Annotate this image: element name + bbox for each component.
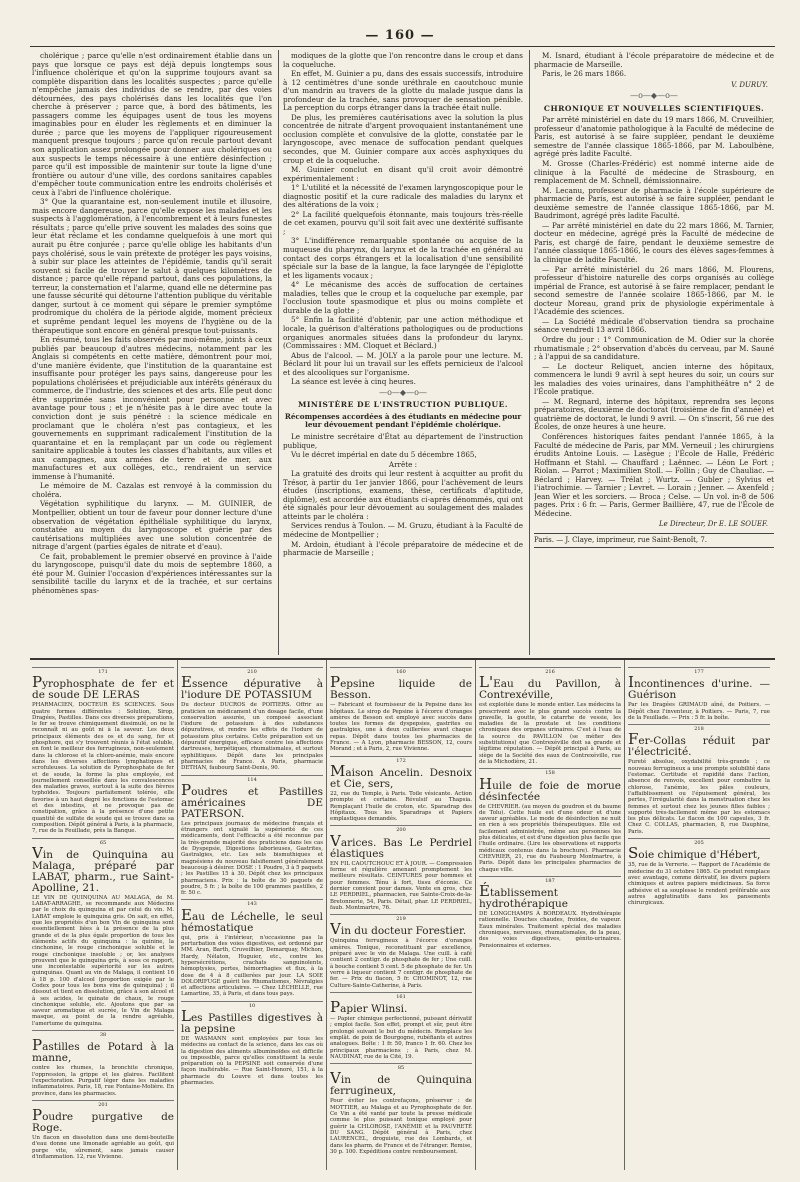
paragraph: M. Grosse (Charles-Frédéric) est nommé interne aide de clinique à la Faculté de médecine de Strasbourg, en remplacement de M. Schnell, démissionnaire. [534,159,774,186]
director-line: Le Directeur, Dr E. LE SOUEF. [658,520,768,529]
ad-title: Huile de foie de morue désinfectée [479,774,621,803]
ornament-divider: —o—◆—o— [379,387,427,397]
ad-number: 200 [330,825,472,833]
ad-body: qui, pris à l'intérieur, n'occasionne pas la perturbation des voies digestives, est ordonné par MM. Aran, Barth, Cruveilhier, Demarquay, Michon, Hardy, Nélaton, Huguier, etc., contre les hypersécrétions, crachats sanguinolents, hémoptysies, pertes, hémorrhagies et flux, à la dose de 4 à 8 cuillerées par jour. LA SOIE DOLORIFUGE guérit les Rhumatismes, Névralgies et affections articulaires. — Chez LÉCHELLE, rue Lamartine, 35, à Paris, et dans tous pays. [181,934,323,998]
ad-number: 143 [181,899,323,907]
ad-number: 160 [330,667,472,675]
paragraph: 4° Le mécanisme des accès de suffocation de certaines maladies, telles que le croup et la coqueluche par exemple, par l'occlusion toute spasmodique et plus ou moins complète et durable de la glotte ; [283,280,523,315]
ad-body: contre les rhumes, la bronchite chronique, l'oppression, la grippe et les glaires. Facilitent l'expectoration. Purgatif léger dans les maladies inflammatoires. Paris, 18, rue Fontaine-Molière. En province, dans les pharmacies. [32,1065,174,1097]
ad-body: de CHEVRIER. (au moyen du goudron et du baume de Tolu). Cette huile est d'une odeur et d'une saveur agréables. Le mode de désinfection ne nuit en rien à ses propriétés thérapeutiques. Elle est facilement administrée, même aux personnes les plus délicates, et est d'une digestion plus facile que l'huile ordinaire. (Lire les observations et rapports médicaux contenus dans la brochure). Pharmacie CHEVRIER, 21, rue du Faubourg Montmartre, à Paris. Dépôt dans les principales pharmacies de chaque ville. [479,803,621,873]
paragraph: Le ministre secrétaire d'État au département de l'instruction publique, [283,431,523,450]
paragraph: Végétation syphilitique du larynx. — M. GUINIER, de Montpellier, obtient un tour de faveur pour donner lecture d'une observation de végétation épithéliale syphilitique du larynx, constatée au moyen du laryngoscope et guérie par des cautérisations multipliées avec une solution concentrée de nitrage d'argent (parties égales de nitrate et d'eau). [32,499,272,552]
ad-title: Pastilles de Potard à la manne, [32,1036,174,1065]
ad-number: 114 [181,775,323,783]
ad-body: — Papier chimique perfectionné, puissant dérivatif ; emploi facile. Son effet, prompt et sûr, peut être prolongé suivant le but du médecin. Remplace les emplât. de poix de Bourgogne, rubéfiants et autres analogues. Boîte : 1 fr. 50, franco 1 fr. 60. Chez les principaux pharmaciens ; à Paris, chez M. NAUDINAT, rue de la Cité, 19. [330,1016,472,1060]
ad-body: 35, rue de la Verrerie. — Rapport de l'Académie de médecine du 31 octobre 1865. Ce produit remplace avec avantage, comme dérivatif, les divers papiers chimiques et autres papiers médicinaux. Sa force adhésive et sa souplesse le rendent préférable aux autres agglutinatifs dans les pansements chirurgicaux. [628,862,770,907]
ad-title: Vin du docteur Forestier. [330,920,467,939]
paragraph: Paris, le 26 mars 1866. [542,69,627,79]
ad-body: Par les Dragées GRIMAUD aîné, de Poitiers. — Dépôt chez l'inventeur, à Poitiers. — Paris, 7, rue de la Feuillade. — Prix : 5 fr. la boîte. [628,702,770,721]
paragraph: Abus de l'alcool. — M. JOLY a la parole pour une lecture. M. Béclard lit pour lui un travail sur les effets pernicieux de l'alcool et des alcooliques sur l'organisme. [283,350,523,377]
paragraph: M. Guinier conclut en disant qu'il croit avoir démontré expérimentalement : [283,165,523,183]
ad-number: 219 [330,914,472,922]
ad-body: PHARMACIEN, DOCTEUR ÈS SCIENCES. Sous quatre formes différentes : Solution, Sirop, Dragées, Pastilles. Dans ces diverses préparations, le fer se trouve chimiquement dissimulé, on ne le reconnaît ni au goût ni à la saveur. Les deux principaux éléments des os et du sang, fer et phosphore, qui s'y trouvent réunis à l'état soluble, en font le meilleur des ferrugineux, non-seulement dans la chlorose et la chloro-anémie, mais encore dans les diverses affections lymphatiques et scrofuleuses. La solution de Pyrophosphate de fer et de soude, la forme la plus employée, est journellement conseillée dans les convalescences des maladies graves, surtout à la suite des fièvres typhoïdes. Toujours parfaitement tolérée, elle favorise à un haut degré les fonctions de l'estomac et des intestins, et ne provoque pas de constipation, grâce à la présence d'une petite quantité de sulfate de soude qui se trouve dans sa composition. Dépôt général à Paris, à la pharmacie, 7, rue de la Feuillade, près la Banque. [32,702,174,835]
paragraph: Par arrêté ministériel en date du 19 mars 1866, M. Cruveilhier, professeur d'anatomie pathologique à la Faculté de médecine de Paris, est autorisé à se faire suppléer, pendant le deuxième semestre de l'année classique 1865-1866, par M. Laboulbène, agrégé près ladite Faculté. [534,115,774,159]
paragraph: — Le docteur Reliquet, ancien interne des hôpitaux, commencera le lundi 9 avril à sept heures du soir, un cours sur les maladies des voies urinaires, dans l'amphithéâtre n° 2 de l'École pratique. [534,361,774,397]
paragraph: 3° L'indifférence remarquable spontanée ou acquise de la muqueuse du pharynx, du larynx et de la trachée en général au contact des corps étrangers et la localisation d'une sensibilité spéciale sur la base de la langue, la face laryngée de l'épiglotte et les ligaments vocaux ; [283,236,523,280]
paragraph: — La Société médicale d'observation tiendra sa prochaine séance vendredi 13 avril 1866. [534,316,774,335]
ad-title: Fer-Collas réduit par l'électricité. [628,730,770,759]
ad-column-2 [181,664,323,1169]
ad-body: — Fabricant et fournisseur de la Pepsine dans les hôpitaux. Le sirop de Pepsine à l'écorce d'oranges amères de Besson est employé avec succès dans toutes les formes de dyspepsies, gastrites ou gastralgies, une à deux cuillerées avant chaque repas. Dépôt dans toutes les pharmacies de France. — A Lyon, pharmacie BESSON, 12, cours Morand ; et à Paris, 2, rue Vivienne. [330,702,472,753]
ad-body: DE LONGCHAMPS À BORDEAUX. Hydrothérapie rationnelle. Douches chaudes, froides, de vapeur. Eaux minérales. Traitement spécial des maladies chroniques, nerveuses, rhumatismales, de la peau, des voies digestives, génito-urinaires. Pensionnaires et externes. [479,911,621,949]
header-rule [30,46,775,47]
ad-title: Essence dépurative à l'iodure DE POTASSIUM [181,673,323,702]
ad-column-1 [32,664,174,1169]
paragraph: Ce fait, probablement le premier observé en province à l'aide du laryngoscope, puisqu'il date du mois de septembre 1860, a été pour M. Guinier l'occasion d'expériences intéressantes sur la sensibilité tacille du larynx et de la trachée, et sur certains phénomènes spas- [32,551,272,595]
paragraph: En effet, M. Guinier a pu, dans des essais successifs, introduire à 12 centimètres d'une sonde uréthrale en caoutchouc munie d'un mandrin au travers de la glotte du malade jusque dans la profondeur de la trachée, sans provoquer de sensation pénible. La perception du corps étranger dans la trachée était nulle. [283,69,523,113]
paragraph: Vu le décret impérial en date du 5 décembre 1865, [291,450,477,460]
ad-body: Un flacon en dissolution dans une demi-bouteille d'eau donne une limonade agréable au goût, qui purge vite, sûrement, sans jamais causer d'inflammation. 12, rue Vivienne. [32,1135,174,1161]
ad-number: 218 [628,724,770,732]
ad-title: L'Eau du Pavillon, à Contrexéville, [479,673,621,702]
ad-number: 158 [479,768,621,776]
article-column-2 [283,52,523,632]
ad-number: 201 [32,1100,174,1108]
paragraph: 5° Enfin la facilité d'obtenir, par une action méthodique et locale, la guérison d'altérations pathologiques ou de productions organiques anormales situées dans la profondeur du larynx. (Commissaires : MM. Cloquet et Béclard.) [283,315,523,351]
ad-number: 65 [32,838,174,846]
ad-title: Varices. Bas Le Perdriel élastiques [330,831,472,860]
ad-number: 210 [181,667,323,675]
printer-line: Paris. — J. Claye, imprimeur, rue Saint-Benoît, 7. [534,533,774,548]
ad-body: 22, rue du Temple, à Paris. Toile vésicante. Action prompte et certaine. Révulsif au Thapsia. Remplaçant l'huile de croton, etc. Sparadrap des Hôpitaux. Tous les Sparadraps et Papiers emplastiques demandés. [330,790,472,823]
ad-column-5 [628,664,770,1169]
ad-title: Les Pastilles digestives à la pepsine [181,1006,323,1035]
advertisements-rule [30,658,775,660]
ad-number: 177 [628,667,770,675]
paragraph: M. Lecanu, professeur de pharmacie à l'école supérieure de pharmacie de Paris, est autorisé à se faire suppléer, pendant le deuxième semestre de l'année classique 1865-1866, par M. Baudrimont, agrégé près ladite Faculté. [534,185,774,221]
paragraph: 3° Que la quarantaine est, non-seulement inutile et illusoire, mais encore dangereuse, parce qu'elle expose les malades et les suspects à l'agglomération, à l'encombrement et à leurs funestes résultats ; parce qu'elle prive souvent les malades des soins que leur état réclame et les condamne quelquefois à une mort qui aurait pu être conjurée ; parce qu'elle oblige les habitants d'un pays cholérisé, sous le vain prétexte de protéger les pays voisins, à subir sur place les atteintes de l'épidémie, tandis qu'il serait souvent si facile de trouver le salut à quelques kilomètres de distance ; parce qu'elle répand partout, dans ces populations, la terreur, la consternation et l'alarme, quand elle ne détermine pas une fausse sécurité qui détourne l'attention publique du véritable danger, surtout à ce moment qui sépare le premier symptôme prodromique du choléra de la période algide, moment précieux et suprême pendant lequel les moyens de l'hygiène ou de la thérapeutique sont encore en général presque tout-puissants. [32,197,272,335]
ad-number: 85 [330,1063,472,1071]
column-divider [278,50,279,655]
paragraph: modiques de la glotte que l'on rencontre dans le croup et dans la coqueluche. [283,52,523,69]
ad-body: Les principaux journaux de médecine français et étrangers ont signalé la supériorité de ces médicaments, dont l'efficacité a été reconnue par la très-grande majorité des praticiens dans les cas de Dyspepsie, Digestions laborieuses, Gastrites, Gastralgies, etc. Les sels bismuthiques et magnésiens du nouveau falsifiement généralement beaucoup à désirer. DOSE : 1 Poudre, 3 à 5 paquets ; les Pastilles 15 à 30. Dépôt chez les principaux pharmaciens. Prix : la boîte de 30 paquets de poudre, 5 fr. ; la boîte de 100 grammes pastilles, 2 fr. 50 c. [181,820,323,897]
ad-body: est exploitée dans le monde entier. Les médecins la prescrivent avec le plus grand succès contre la gravelle, la goutte, le catarrhe de vessie, les maladies de la prostate et les conditions chroniques des organes urinaires. C'est à l'eau de la source du PAVILLON (se méfier des substitutions) que Contrexéville doit sa grande et légitime réputation. — Dépôt principal à Paris, au siège de la Société des eaux de Contrexéville, rue de la Michodière, 21. [479,702,621,765]
paragraph: M. Ardoin, étudiant à l'école préparatoire de médecine et de pharmacie de Marseille ; [283,539,523,558]
ornament-divider: —o—◆—o— [630,91,678,101]
ad-number: 187 [479,876,621,884]
ad-title: Eau de Léchelle, le seul hémostatique [181,905,323,934]
ad-title: Pyrophosphate de fer et de soude DE LERAS [32,673,174,702]
paragraph: M. Isnard, étudiant à l'école préparatoire de médecine et de pharmacie de Marseille. [534,52,774,69]
paragraph: La gratuité des droits qui leur restent à acquitter au profit du Trésor, à partir du 1er janvier 1866, pour l'achèvement de leurs études (inscriptions, examens, thèse, certificats d'aptitude, diplôme), est accordée aux étudiants ci-après dénommés, qui ont été signalés pour leur dévouement au soulagement des malades atteints par le choléra : [283,469,523,521]
section-subtitle: Récompenses accordées à des étudiants en médecine pour leur dévouement pendant l'épidémie cholérique. [284,411,522,430]
ad-body: Pureté absolue, oxydabilité très-grande ; ce nouveau ferrugineux a une prompte solubilité dans l'estomac. Certitude et rapidité dans l'action, absence de renvois, excellent pour combattre la chlorose, l'anémie, les pâles couleurs, l'affaiblissement ou l'épuisement général, les pertes, l'irrégularité dans la menstruation chez les femmes et surtout chez les jeunes filles faibles ; supporté très-facilement même par les estomacs les plus délicats. Le flacon de 100 capsules, 3 fr. Chez C. COLLAS, pharmacien, 8, rue Dauphine, Paris. [628,759,770,835]
ad-number: 161 [330,992,472,1000]
ad-title: Vin de Quinquina au Malaga, préparé par LABAT, pharm., rue Saint-Apolline, 21. [32,843,174,894]
ad-body: LE VIN DE QUINQUINA AU MALAGA, de M. LABAT-ARRAGHE, se recommande aux Médecins par le choix du quinquina et par celui du vin. M. LABAT emploie le quinquina gris. On sait, en effet, que les propriétés d'un bon Vin de quinquina sont essentiellement liées à la présence de la plus grande et de la plus égale proportion de tous les éléments actifs du quinquina : la quinine, la cinchonine, le rouge cinchonique soluble et le rouge cinchonique insoluble ; or, les analyses prouvent que le quinquina gris, à sous ce rapport, une incontestable supériorité sur les autres quinquinas. Quant au vin de Malaga, il contient 16 à 18 p. 100 d'alcool (proportion exigée par le Codex pour tous les bons vins de quinquina) ; il dissout et tient en dissolution, grâce à son alcool et à ses acides, le quinate de chaux, le rouge cinchonique soluble, etc. Ajoutons que par sa saveur aromatique et sucrée, le Vin de Malaga masque, au point de la rendre agréable, l'amertume du quinquina. [32,894,174,1027]
signature: V. DURUY. [731,80,768,89]
paragraph: Le mémoire de M. Cazalas est renvoyé à la commission du choléra. [32,481,272,499]
ad-number: 172 [330,756,472,764]
article-column-3 [534,52,774,632]
ad-title: Vin de Quinquina ferrugineux, [330,1069,472,1098]
paragraph: La séance est levée à cinq heures. [291,377,416,387]
ad-title: Incontinences d'urine. — Guérison [628,673,770,702]
paragraph: 2° La facilité quelquefois étonnante, mais toujours très-réelle de cet examen, pourvu qu'il soit fait avec une dextérité suffisante ; [283,209,523,236]
ad-number: 10 [181,1001,323,1009]
ad-title: Pepsine liquide de Besson. [330,673,472,702]
ad-column-divider [475,660,476,1170]
ad-column-4 [479,664,621,1169]
ad-number: 38 [32,1030,174,1038]
paragraph: — Par arrêté ministériel en date du 22 mars 1866, M. Tarnier, docteur en médecine, agrégé près la Faculté de médecine de Paris, est chargé de faire, pendant le deuxième semestre de l'année classique 1865-1866, le cours des élèves sages-femmes à la clinique de ladite Faculté. [534,220,774,265]
ad-body: EN FIL CAOUTCHOUC ET À JOUR. — Compression ferme et régulière amenant promptement les meilleurs résultats. CEINTURES pour hommes et pour femmes. Ténu à fort, tissu d'éconie. Ce dernier convient pour dames. Vente en gros, chez LE PERDRIEL, pharmacien, rue Sainte-Croix-de-la-Bretonnerie, 54, Paris. Détail, phar. LE PERDRIEL, faub. Montmartre, 76. [330,860,472,911]
ad-body: Pour éviter les contrefaçons, préserver : de MOTTIER, au Malaga et au Pyrophosphate de fer. Ce Vin a été vanté par toute la presse médicale comme le plus puissant tonique employé pour guérir la CHLOROSE, l'ANÉMIE et la PAUVRETÉ DU SANG. Dépôt général à Paris, chez LAURENCEL, droguiste, rue des Lombards, et dans les pharm. de France et de l'étranger. Remise, 30 p. 100. Expéditions contre remboursement. [330,1098,472,1155]
ad-number: 216 [479,667,621,675]
paragraph: En résumé, tous les faits observés par moi-même, joints à ceux publiés par beaucoup d'autres médecins, notamment par les Anglais si compétents en cette matière, démontrent pour moi, d'une manière évidente, que l'institution de la quarantaine est insuffisante pour protéger les pays sains, dangereuse pour les populations cholérisées et préjudiciable aux intérêts généraux du commerce, de l'industrie, des sciences et des arts. Elle peut donc être supprimée sans inconvénient pour personne et avec avantage pour tous ; et je n'hésite pas à le dire avec toute la conviction dont je suis pénétré : la science médicale en proclamant que le choléra n'est pas contagieux, et les gouvernements en supprimant radicalement l'institution de la quarantaine et en la remplaçant par un code ou règlement sanitaire applicable à toutes les classes d'habitants, aux villes et aux campagnes, aux armées de terre et de mer, aux manufactures et aux collèges, etc., rendraient un service immense à l'humanité. [32,335,272,481]
ad-title: Papier Wlinsi. [330,998,408,1017]
paragraph: De plus, les premières cautérisations avec la solution la plus concentrée de nitrate d'argent provoquaient instantanément une occlusion complète et convulsive de la glotte, constatée par le laryngoscope, avec menace de suffocation pendant quelques secondes, que M. Guinier compare aux accès asphyxiques du croup et de la coqueluche. [283,112,523,165]
paragraph: Arrête : [388,459,418,469]
paragraph: 1° L'utilité et la nécessité de l'examen laryngoscopique pour le diagnostic positif et la cure radicale des maladies du larynx et des altérations de la voix ; [283,183,523,210]
ad-number: 205 [628,838,770,846]
paragraph: Conférences historiques faites pendant l'année 1865, à la Faculté de médecine de Paris, par MM. Verneuil ; les chirurgiens érudits Antoine Louis. — Lasègue ; l'École de Halle, Frédéric Hoffmann et Stahl. — Chauffard ; Laënnec. — Léon Le Fort ; Riolan. — Parrot ; Maximilien Stoll. — Follin ; Guy de Chauliac. — Béclard ; Harvey. — Trélat ; Wurtz. — Gubler ; Sylvius et l'iatrochimie. — Tarnier ; Levret. — Lorain ; Jenner. — Axenfeld ; Jean Wier et les sorciers. — Broca ; Celse. — Un vol. in-8 de 506 pages. Prix : 6 fr. — Paris, Germer Baillière, 47, rue de l'École de Médecine. [534,431,774,518]
ad-title: Poudre purgative de Roge. [32,1106,174,1135]
section-title-chronicle: CHRONIQUE ET NOUVELLES SCIENTIFIQUES. [543,103,765,113]
ad-column-divider [326,660,327,1170]
paragraph: cholérique ; parce qu'elle n'est ordinairement établie dans un pays que lorsque ce pays est déjà depuis longtemps sous l'influence cholérique et qu'on la supprime toujours avant sa complète disparition dans les localités suspectes ; parce qu'elle n'empêche jamais des individus de se rendre, par des voies détournées, des pays cholérisés dans les localités que l'on cherche à préserver ; parce que, à bord des bâtiments, les passagers comme les équipages usent de tous les moyens imaginables pour en éluder les règlements et en diminuer la durée ; parce que les moyens de l'appliquer rigoureusement manquent presque toujours ; parce qu'on recule partout devant son application assez prolongée pour donner aux cholériques ou aux suspects le temps nécessaire à une entière désinfection ; parce qu'il est impossible de maintenir sur toute la ligne d'une frontière ou autour d'une ville, des cordons sanitaires capables d'empêcher toute communication entre les endroits cholérisés et ceux à l'abri de l'influence cholérique. [32,52,272,197]
ad-number: 171 [32,667,174,675]
paragraph: — M. Regnard, interne des hôpitaux, reprendra ses leçons préparatoires, deuxième de doctorat (troisième de fin d'année) et quatrième de doctorat, le lundi 9 avril. — On s'inscrit, 56 rue des Écoles, de onze heures à une heure. [534,396,774,432]
ad-column-3 [330,664,472,1169]
section-title-ministry: MINISTÈRE DE L'INSTRUCTION PUBLIQUE. [297,400,509,410]
ad-body: Quinquina ferrugineux à l'écorce d'oranges amères. Tonique, reconstituant par excellence, préparé avec le vin de Malaga. Une cuill. à café contient 2 centigr. de phosphate de fer ; Une cuill. à bouche contient 5 cent. 5 de phosphate de fer. Un verre à liqueur contient 7 centigr. de phosphate de fer. — Prix du flacon, 5 fr. CHOMINOT, 12, rue Culture-Sainte-Catherine, à Paris. [330,938,472,989]
ad-column-divider [624,660,625,1170]
article-column-1 [32,52,272,632]
ad-title: Maison Ancelin. Desnoix et Cie, sers, [330,761,472,790]
ad-body: Du docteur DUCROS de POITIERS. Offrir au praticien un médicament d'un dosage facile, d'une conservation assurée, un composé associant l'iodure de potassium à des substances dépuratives, et rendre les effets de l'iodure de potassium plus certains. Cette préparation est un dépuratif énergique, efficace contre les affections dartreuses, herpétiques, rhumatismales, et surtout syphilitiques. Dépôt dans les principales pharmacies de France. A Paris, pharmacie DETHAN, faubourg Saint-Denis, 90. [181,702,323,772]
paragraph: Ordre du jour : 1° Communication de M. Odier sur la chorée rhumatismale ; 2° observation d'abcès du cerveau, par M. Sauné ; à l'appui de sa candidature. [534,334,774,362]
ad-title: Soie chimique d'Hébert, [628,844,761,863]
ad-title: Poudres et Pastilles américaines DE PATERSON. [181,780,323,820]
paragraph: — Par arrêté ministériel du 26 mars 1866, M. Flourens, professeur d'histoire naturelle des corps organisés au collège impérial de France, est autorisé à se faire remplacer, pendant le second semestre de l'année scolaire 1865-1866, par M. le docteur Moreau, grand prix de physiologie expérimentale à l'Académie des sciences. [534,264,774,317]
column-divider [529,50,530,655]
ad-column-divider [177,660,178,1170]
ad-body: DE WASMANN sont employées par tous les médecins au contact de la science, dans les cas où la digestion des aliments albuminoïdes est difficile ou impossible, parce qu'elles constituent la seule préparation où la PEPSINE soit conservée d'une façon inaltérable. — Rue Saint-Honoré, 151, à la pharmacie du Louvre et dans toutes les pharmacies. [181,1035,323,1087]
page-number: — 160 — [365,28,435,43]
paragraph: Services rendus à Toulon. — M. Gruzu, étudiant à la Faculté de médecine de Montpellier ; [283,521,523,539]
ad-title: Établissement hydrothérapique [479,882,569,911]
